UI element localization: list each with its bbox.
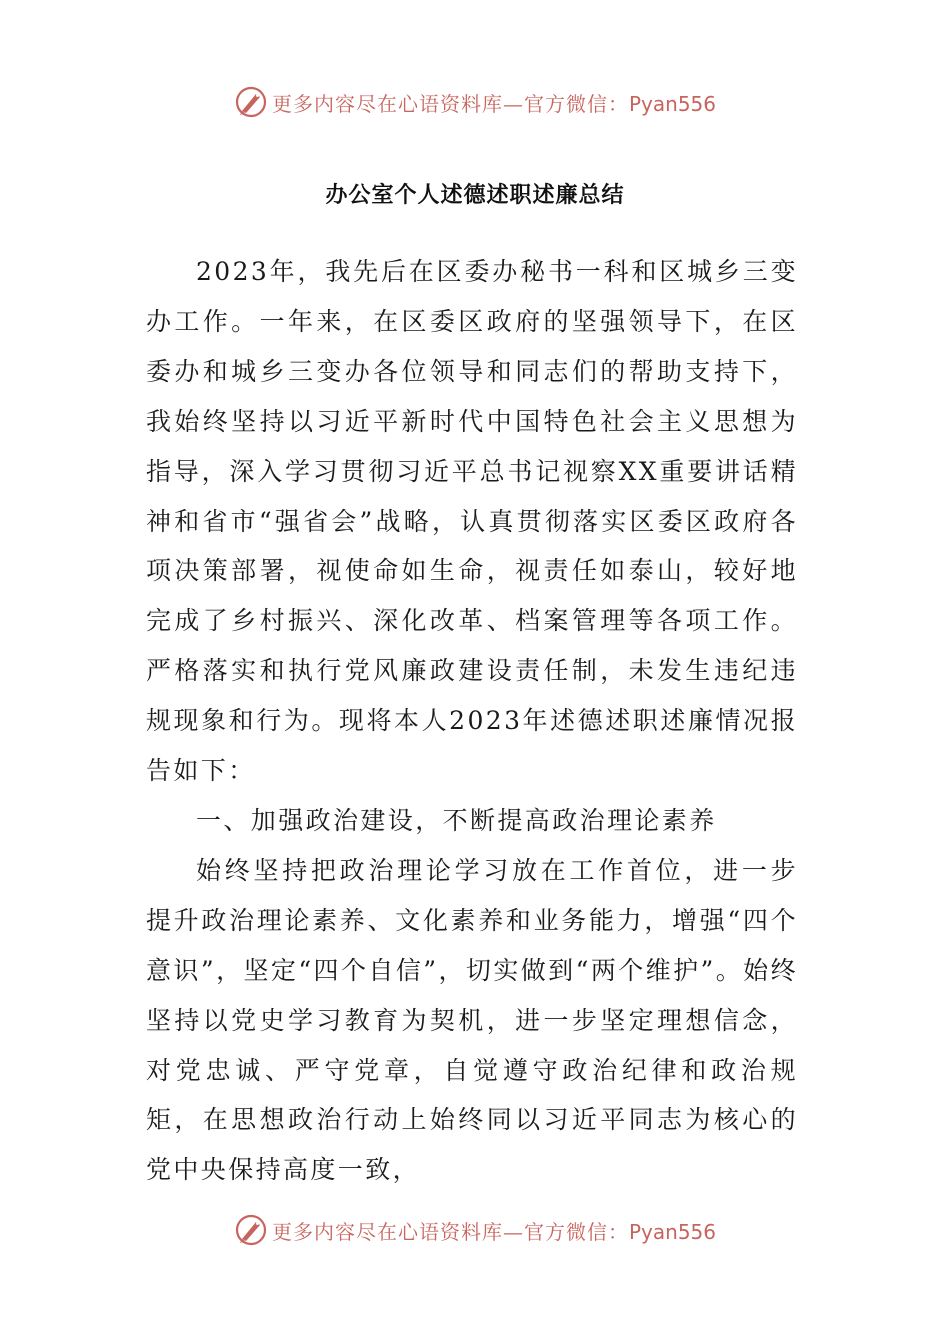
header-watermark-banner [0,82,950,122]
wechat-id: Pyan556 [628,91,716,116]
pen-nib-logo-icon [234,85,268,119]
paragraph-intro: 2023年，我先后在区委办秘书一科和区城乡三变办工作。一年来，在区委区政府的坚强领导下，在区委办和城乡三变办各位领导和同志们的帮助支持下，我始终坚持以习近平新时代中国特色社会主义思想为指导，深入学习贯彻习近平总书记视察XX重要讲话精神和省市“强省会”战略，认真贯彻落实区委区政府各项决策部署，视使命如生命，视责任如泰山，较好地完成了乡村振兴、深化改革、档案管理等各项工作。严格落实和执行党风廉政建设责任制，未发生违纪违规现象和行为。现将本人2023年述德述职述廉情况报告如下： [146,257,798,786]
pen-nib-logo-icon [234,1213,268,1247]
watermark-text: 更多内容尽在心语资料库—官方微信：Pyan556 [271,1219,716,1244]
document-title: 办公室个人述德述职述廉总结 [325,182,625,208]
footer-watermark-banner [0,1210,950,1250]
section-heading-1: 一、加强政治建设，不断提高政治理论素养 [196,805,717,835]
paragraph-section-1: 始终坚持把政治理论学习放在工作首位，进一步提升政治理论素养、文化素养和业务能力，增强“四个意识”，坚定“四个自信”，切实做到“两个维护”。始终坚持以党史学习教育为契机，进一步坚定理想信念，对党忠诚、严守党章，自觉遵守政治纪律和政治规矩，在思想政治行动上始终同以习近平同志为核心的党中央保持高度一致， [146,855,798,1185]
watermark-text: 更多内容尽在心语资料库—官方微信：Pyan556 [271,91,716,116]
document-body [146,247,798,1195]
wechat-id: Pyan556 [628,1219,716,1244]
